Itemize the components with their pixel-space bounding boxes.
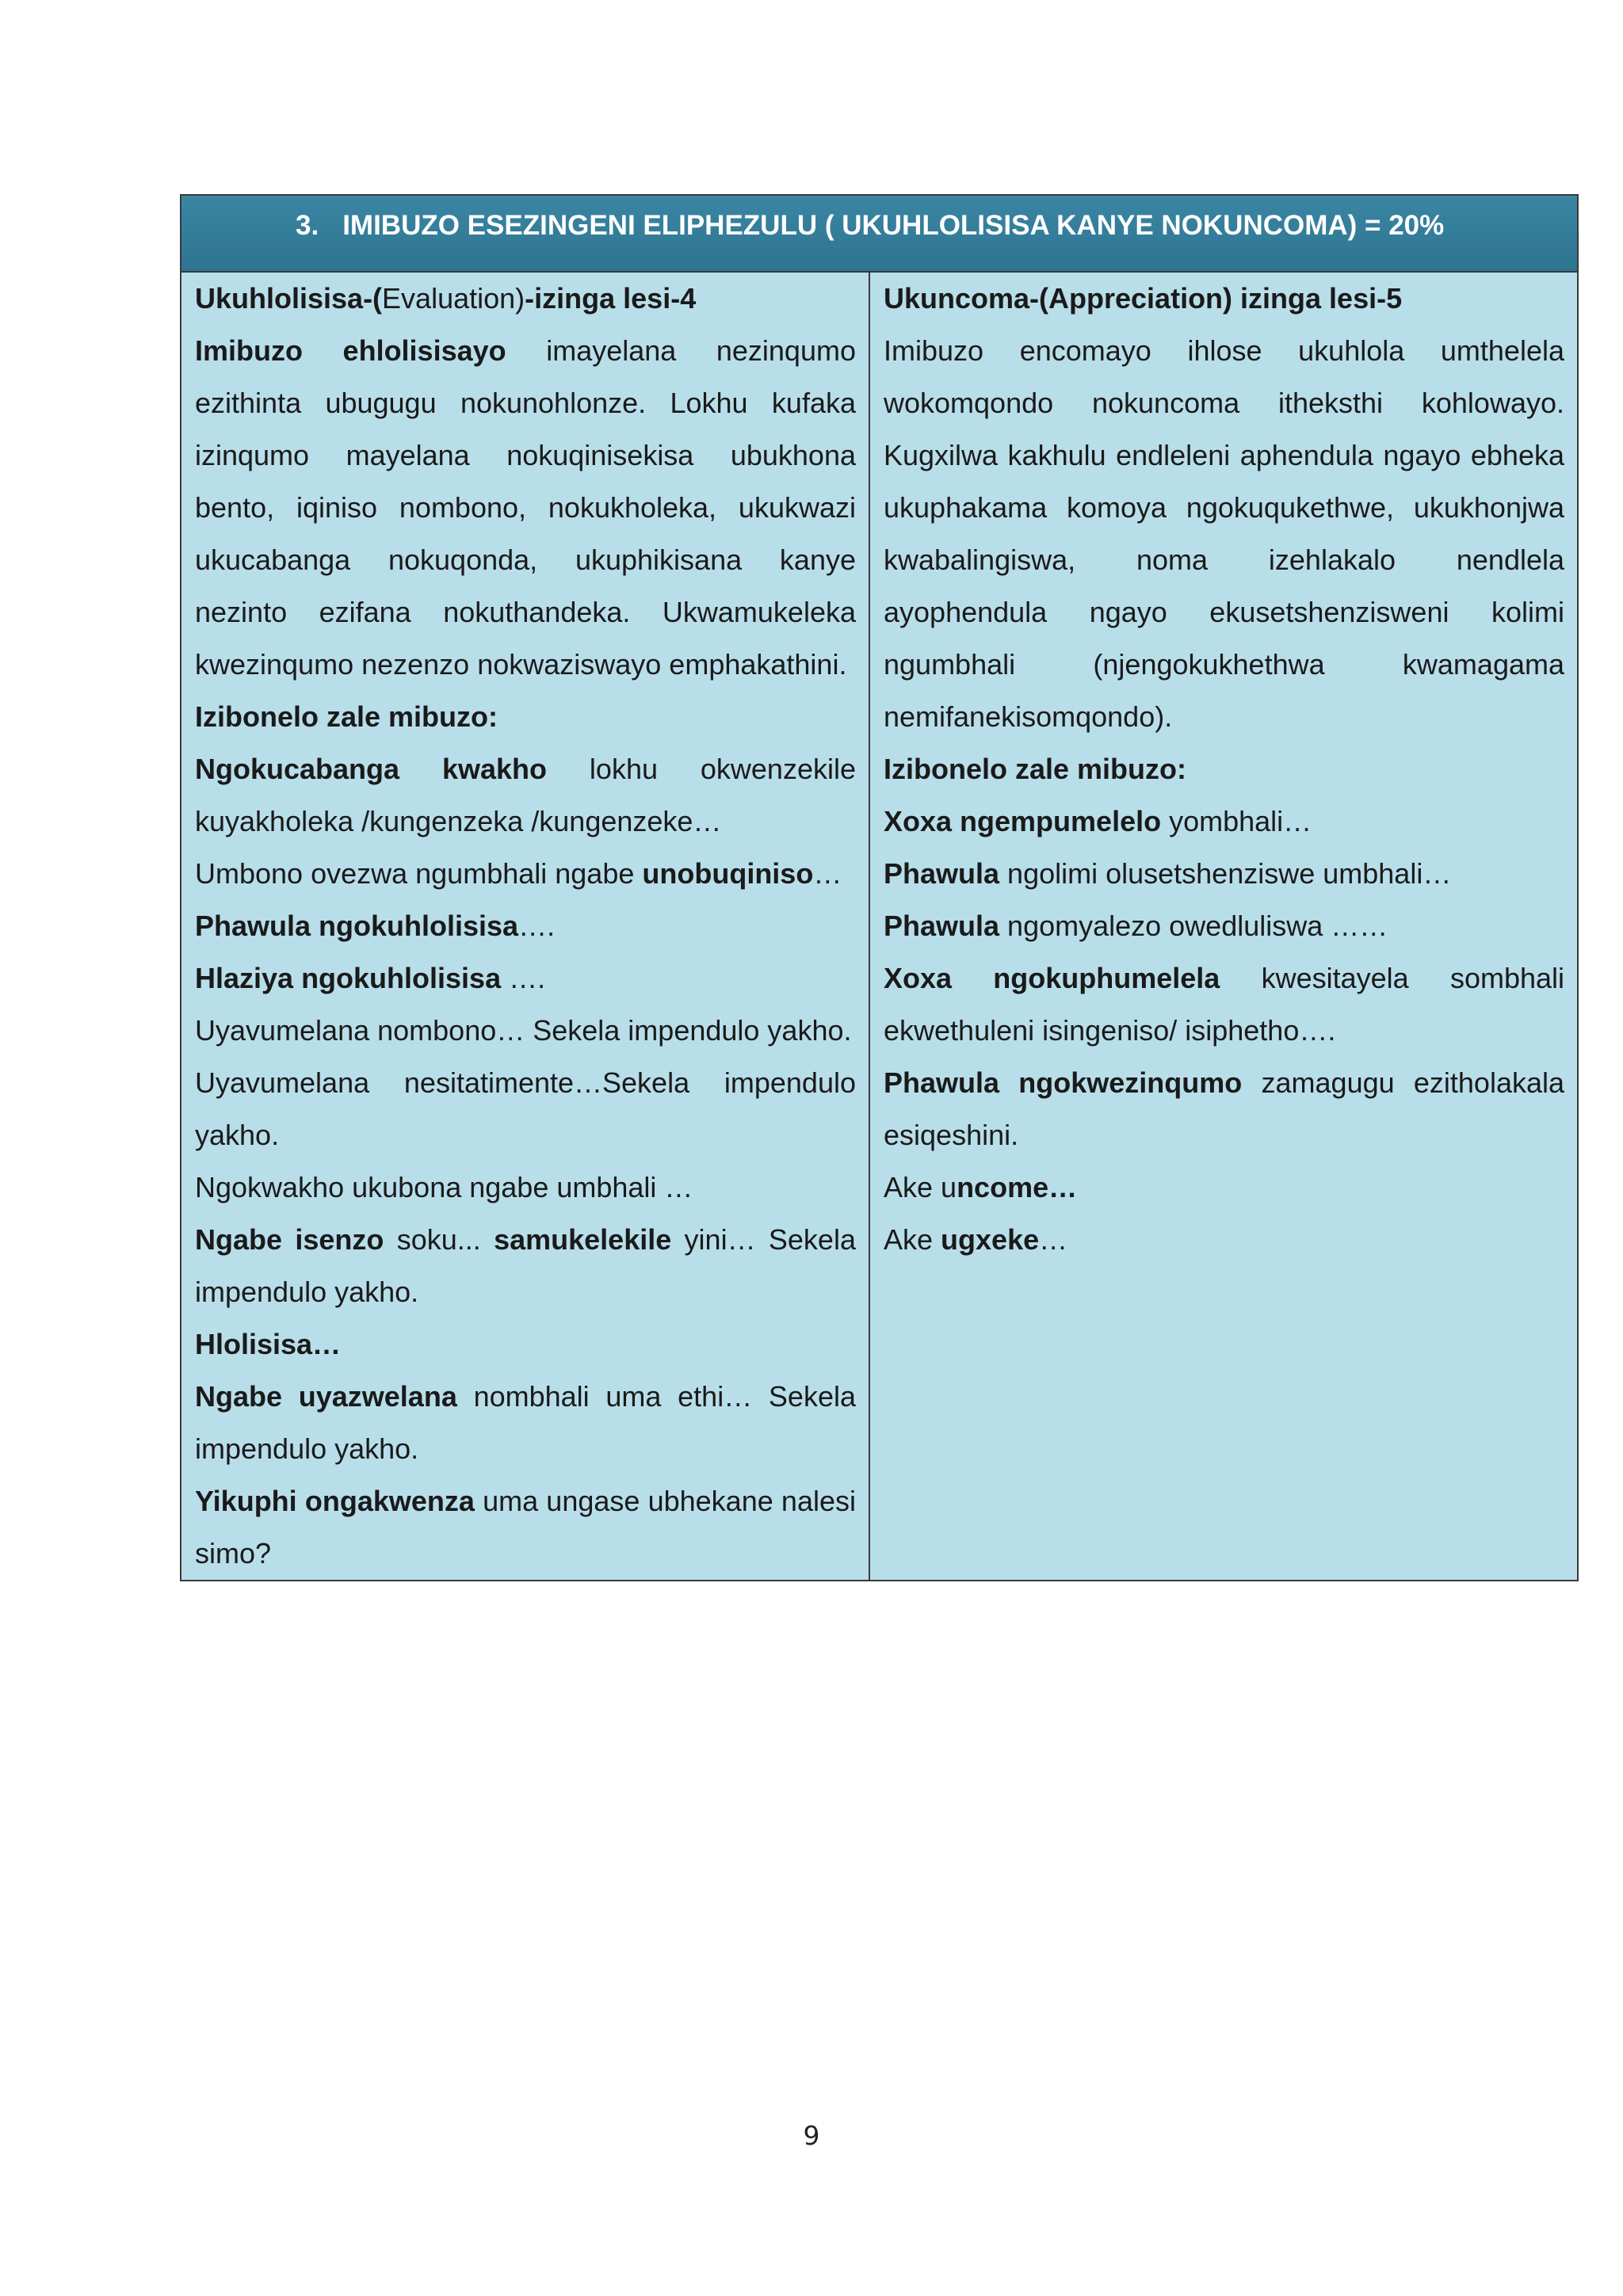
example-item: Ngabe uyazwelana nombhali uma ethi… Sekela impendulo yakho.	[195, 1380, 856, 1465]
section-header	[181, 196, 1577, 273]
example-item: Phawula ngokwezinqumo zamagugu ezitholakala esiqeshini.	[884, 1066, 1565, 1151]
example-item: Uyavumelana nesitatimente…Sekela impendulo yakho.	[195, 1066, 856, 1151]
assessment-table	[180, 194, 1579, 1581]
appreciation-description: Imibuzo encomayo ihlose ukuhlola umthelela wokomqondo nokuncoma itheksthi kohlowayo. Kugxilwa kakhulu endleleni aphendula ngayo ebheka ukuphakama komoya ngokuqukethwe, ukukhonjwa kwabalingiswa, noma izehlakalo nendlela ayophendula ngayo ekusetshenzisweni kolimi ngumbhali (njengokukhethwa kwamagama nemifanekisomqondo).	[884, 334, 1564, 733]
example-item: Xoxa ngokuphumelela kwesitayela sombhali ekwethuleni isingeniso/ isiphetho….	[884, 962, 1565, 1047]
example-item: Ngokwakho ukubona ngabe umbhali …	[195, 1171, 693, 1203]
table-body	[181, 273, 1577, 1580]
section-number: 3.	[296, 210, 319, 241]
example-item: Phawula ngokuhlolisisa….	[195, 910, 556, 942]
example-item: Phawula ngolimi olusetshenziswe umbhali…	[884, 857, 1452, 890]
example-item: Ngokucabanga kwakho lokhu okwenzekile kuyakholeka /kungenzeka /kungenzeke…	[195, 753, 856, 837]
evaluation-description: Imibuzo ehlolisisayo imayelana nezinqumo ezithinta ubugugu nokunohlonze. Lokhu kufaka izinqumo mayelana nokuqinisekisa ubukhona bento, iqiniso nombono, nokukholeka, ukukwazi ukucabanga nokuqonda, ukuphikisana kanye nezinto ezifana nokuthandeka. Ukwamukeleka kwezinqumo nezenzo nokwaziswayo emphakathini.	[195, 334, 856, 681]
example-item: Xoxa ngempumelelo yombhali…	[884, 805, 1312, 837]
example-item: Hlolisisa…	[195, 1328, 342, 1360]
example-item: Hlaziya ngokuhlolisisa ….	[195, 962, 546, 994]
evaluation-examples-label: Izibonelo zale mibuzo:	[195, 700, 498, 733]
example-item: Yikuphi ongakwenza uma ungase ubhekane nalesi simo?	[195, 1485, 856, 1569]
evaluation-heading: Ukuhlolisisa-(Evaluation)-izinga lesi-4	[195, 282, 697, 315]
appreciation-column	[870, 273, 1577, 1580]
example-item: Umbono ovezwa ngumbhali ngabe unobuqiniso…	[195, 857, 842, 890]
example-item: Ake ugxeke…	[884, 1223, 1068, 1256]
page-number: 9	[803, 2120, 820, 2151]
evaluation-column	[181, 273, 870, 1580]
example-item: Phawula ngomyalezo owedluliswa ……	[884, 910, 1388, 942]
example-item: Ake uncome…	[884, 1171, 1078, 1203]
appreciation-examples-label: Izibonelo zale mibuzo:	[884, 753, 1187, 785]
example-item: Ngabe isenzo soku... samukelekile yini… Sekela impendulo yakho.	[195, 1223, 856, 1308]
appreciation-heading: Ukuncoma-(Appreciation) izinga lesi-5	[884, 282, 1403, 315]
example-item: Uyavumelana nombono… Sekela impendulo yakho.	[195, 1014, 852, 1047]
section-title: IMIBUZO ESEZINGENI ELIPHEZULU ( UKUHLOLISISA KANYE NOKUNCOMA) = 20%	[342, 210, 1445, 241]
